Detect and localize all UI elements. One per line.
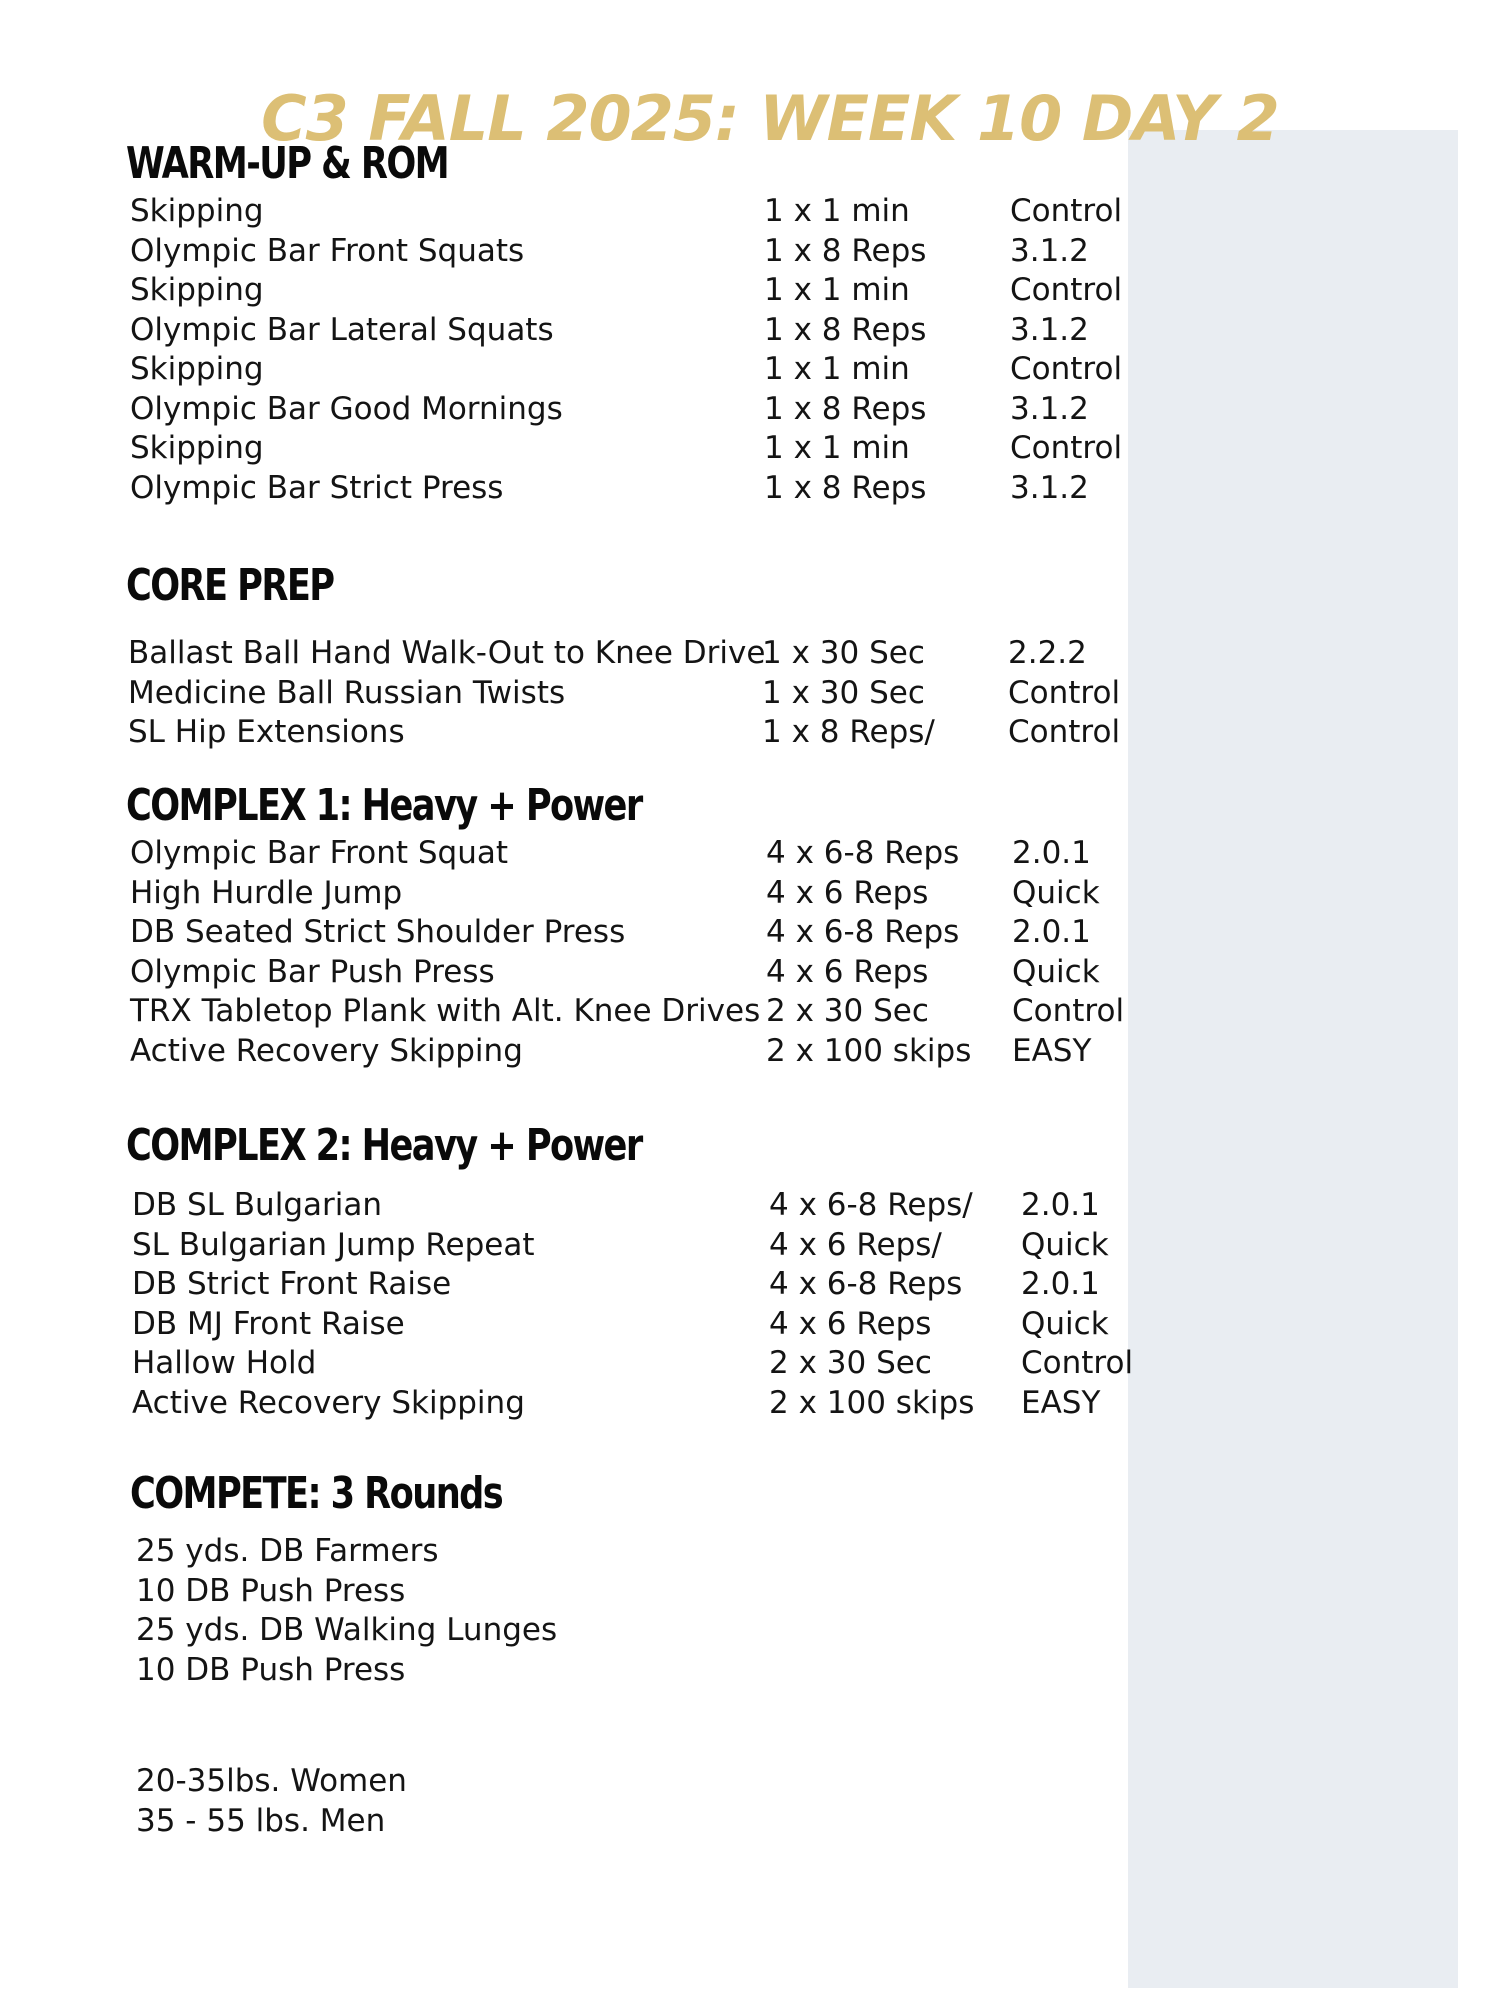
exercise-row	[126, 674, 1136, 714]
compete-line: 25 yds. DB Farmers	[136, 1533, 439, 1569]
exercise-sets: 1 x 1 min	[764, 351, 910, 387]
exercise-row	[126, 1226, 1136, 1266]
exercise-name: High Hurdle Jump	[130, 874, 403, 911]
exercise-name: Hallow Hold	[132, 1345, 317, 1381]
weights-note	[130, 1762, 930, 1841]
exercise-sets: 1 x 8 Reps	[764, 469, 927, 506]
exercise-tempo: 3.1.2	[1010, 232, 1089, 269]
exercise-tempo: EASY	[1021, 1384, 1101, 1421]
exercise-row	[126, 1186, 1136, 1226]
exercise-row	[126, 874, 1136, 914]
exercise-row	[126, 232, 1136, 272]
exercise-tempo: Control	[1021, 1345, 1134, 1381]
exercise-tempo: 2.0.1	[1021, 1266, 1100, 1302]
exercise-row	[126, 634, 1136, 674]
list-item	[130, 1611, 1140, 1651]
exercise-row	[126, 192, 1136, 232]
exercise-sets: 2 x 100 skips	[769, 1384, 975, 1421]
weight-line: 35 - 55 lbs. Men	[136, 1802, 386, 1839]
exercise-row	[126, 429, 1136, 469]
exercise-sets: 2 x 100 skips	[766, 1032, 972, 1069]
exercise-name: Olympic Bar Strict Press	[130, 469, 504, 506]
exercise-row	[126, 834, 1136, 874]
list-item	[130, 1572, 1140, 1612]
exercise-sets: 4 x 6-8 Reps	[766, 914, 960, 950]
exercise-tempo: 2.2.2	[1008, 635, 1087, 671]
exercise-tempo: Quick	[1012, 874, 1100, 911]
exercise-tempo: Control	[1010, 272, 1123, 308]
section-title: COMPETE: 3 Rounds	[130, 1468, 503, 1519]
list-item	[130, 1651, 1140, 1691]
exercise-sets: 4 x 6-8 Reps	[769, 1266, 963, 1302]
exercise-row	[126, 992, 1136, 1032]
exercise-sets: 1 x 1 min	[764, 193, 910, 229]
exercise-name: Olympic Bar Front Squats	[130, 232, 525, 269]
exercise-tempo: 2.0.1	[1012, 914, 1091, 950]
exercise-list	[126, 834, 1136, 1071]
exercise-list	[126, 192, 1136, 508]
exercise-sets: 1 x 8 Reps	[764, 232, 927, 269]
exercise-row	[126, 311, 1136, 351]
exercise-tempo: 2.0.1	[1012, 835, 1091, 871]
exercise-tempo: Control	[1010, 430, 1123, 466]
exercise-tempo: Quick	[1012, 953, 1100, 990]
exercise-name: DB SL Bulgarian	[132, 1187, 382, 1223]
compete-line: 10 DB Push Press	[136, 1651, 406, 1688]
exercise-sets: 1 x 30 Sec	[762, 674, 925, 711]
exercise-name: Skipping	[130, 272, 264, 308]
exercise-name: Skipping	[130, 430, 264, 466]
list-item	[130, 1762, 930, 1802]
section-core-prep	[126, 560, 1136, 753]
exercise-tempo: 2.0.1	[1021, 1187, 1100, 1223]
exercise-name: DB Strict Front Raise	[132, 1266, 452, 1302]
exercise-tempo: EASY	[1012, 1032, 1092, 1069]
exercise-tempo: 3.1.2	[1010, 390, 1089, 427]
section-title: CORE PREP	[126, 560, 334, 611]
exercise-tempo: Control	[1010, 193, 1123, 229]
exercise-row	[126, 953, 1136, 993]
compete-line: 10 DB Push Press	[136, 1572, 406, 1609]
exercise-sets: 1 x 8 Reps/	[762, 714, 935, 750]
exercise-row	[126, 469, 1136, 509]
side-panel	[1128, 130, 1458, 1988]
exercise-row	[126, 1305, 1136, 1345]
exercise-sets: 1 x 1 min	[764, 272, 910, 308]
exercise-tempo: Control	[1012, 993, 1125, 1029]
exercise-tempo: Control	[1010, 351, 1123, 387]
exercise-sets: 4 x 6 Reps	[766, 953, 929, 990]
exercise-name: DB Seated Strict Shoulder Press	[130, 914, 626, 950]
exercise-sets: 4 x 6 Reps	[769, 1305, 932, 1342]
section-title: COMPLEX 2: Heavy + Power	[126, 1120, 642, 1171]
exercise-name: Ballast Ball Hand Walk-Out to Knee Drive	[128, 635, 766, 671]
exercise-sets: 4 x 6-8 Reps	[766, 835, 960, 871]
exercise-sets: 4 x 6 Reps/	[769, 1226, 942, 1263]
weight-line: 20-35lbs. Women	[136, 1763, 407, 1799]
exercise-name: DB MJ Front Raise	[132, 1305, 405, 1342]
exercise-sets: 1 x 30 Sec	[762, 635, 925, 671]
exercise-tempo: 3.1.2	[1010, 469, 1089, 506]
exercise-list	[126, 634, 1136, 753]
exercise-row	[126, 913, 1136, 953]
exercise-name: Olympic Bar Front Squat	[130, 835, 509, 871]
exercise-name: SL Hip Extensions	[128, 714, 405, 750]
exercise-name: Skipping	[130, 193, 264, 229]
exercise-name: Medicine Ball Russian Twists	[128, 674, 566, 711]
exercise-sets: 1 x 8 Reps	[764, 311, 927, 348]
exercise-row	[126, 1344, 1136, 1384]
exercise-name: Olympic Bar Good Mornings	[130, 390, 563, 427]
section-title: WARM-UP & ROM	[126, 138, 449, 189]
exercise-tempo: Control	[1008, 714, 1121, 750]
exercise-tempo: Quick	[1021, 1226, 1109, 1263]
compete-list	[130, 1532, 1140, 1690]
exercise-sets: 4 x 6-8 Reps/	[769, 1187, 973, 1223]
exercise-name: TRX Tabletop Plank with Alt. Knee Drives	[130, 993, 761, 1029]
exercise-row	[126, 271, 1136, 311]
exercise-row	[126, 350, 1136, 390]
section-compete	[130, 1468, 1140, 1690]
exercise-sets: 4 x 6 Reps	[766, 874, 929, 911]
exercise-name: Skipping	[130, 351, 264, 387]
exercise-name: Active Recovery Skipping	[132, 1384, 525, 1421]
section-complex-1	[126, 780, 1136, 1071]
page-title: C3 FALL 2025: WEEK 10 DAY 2	[261, 81, 1279, 155]
exercise-sets: 2 x 30 Sec	[766, 993, 929, 1029]
exercise-tempo: 3.1.2	[1010, 311, 1089, 348]
exercise-sets: 1 x 8 Reps	[764, 390, 927, 427]
list-item	[130, 1532, 1140, 1572]
list-item	[130, 1802, 930, 1842]
section-warmup	[126, 138, 1136, 508]
exercise-name: SL Bulgarian Jump Repeat	[132, 1226, 535, 1263]
exercise-row	[126, 1265, 1136, 1305]
section-complex-2	[126, 1120, 1136, 1423]
exercise-sets: 1 x 1 min	[764, 430, 910, 466]
section-title: COMPLEX 1: Heavy + Power	[126, 780, 642, 831]
exercise-sets: 2 x 30 Sec	[769, 1345, 932, 1381]
exercise-name: Olympic Bar Push Press	[130, 953, 495, 990]
exercise-row	[126, 390, 1136, 430]
compete-line: 25 yds. DB Walking Lunges	[136, 1612, 558, 1648]
exercise-list	[126, 1186, 1136, 1423]
exercise-tempo: Control	[1008, 674, 1121, 711]
exercise-tempo: Quick	[1021, 1305, 1109, 1342]
exercise-row	[126, 1384, 1136, 1424]
exercise-row	[126, 713, 1136, 753]
exercise-name: Olympic Bar Lateral Squats	[130, 311, 554, 348]
exercise-row	[126, 1032, 1136, 1072]
exercise-name: Active Recovery Skipping	[130, 1032, 523, 1069]
